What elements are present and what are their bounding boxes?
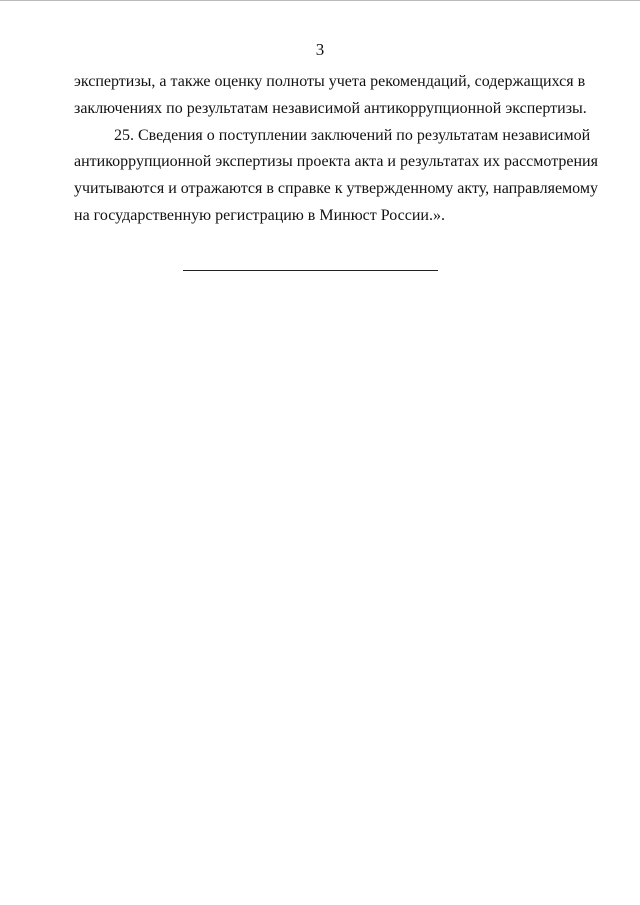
body-text (74, 72, 598, 233)
paragraph-25-line: 25. Сведения о поступлении заключений по результатам независимой (114, 126, 591, 144)
paragraph-line: учитываются и отражаются в справке к утвержденному акту, направляемому (74, 180, 598, 198)
paragraph-line: заключениях по результатам независимой антикоррупционной экспертизы. (74, 99, 587, 117)
paragraph-line: антикоррупционной экспертизы проекта акта и результатах их рассмотрения (74, 153, 598, 171)
page-number: 3 (315, 40, 325, 59)
end-rule-divider (183, 270, 438, 271)
paragraph-line: на государственную регистрацию в Минюст России.». (74, 206, 445, 224)
paragraph-line: экспертизы, а также оценку полноты учета рекомендаций, содержащихся в (74, 73, 586, 90)
page-edge (0, 0, 640, 1)
